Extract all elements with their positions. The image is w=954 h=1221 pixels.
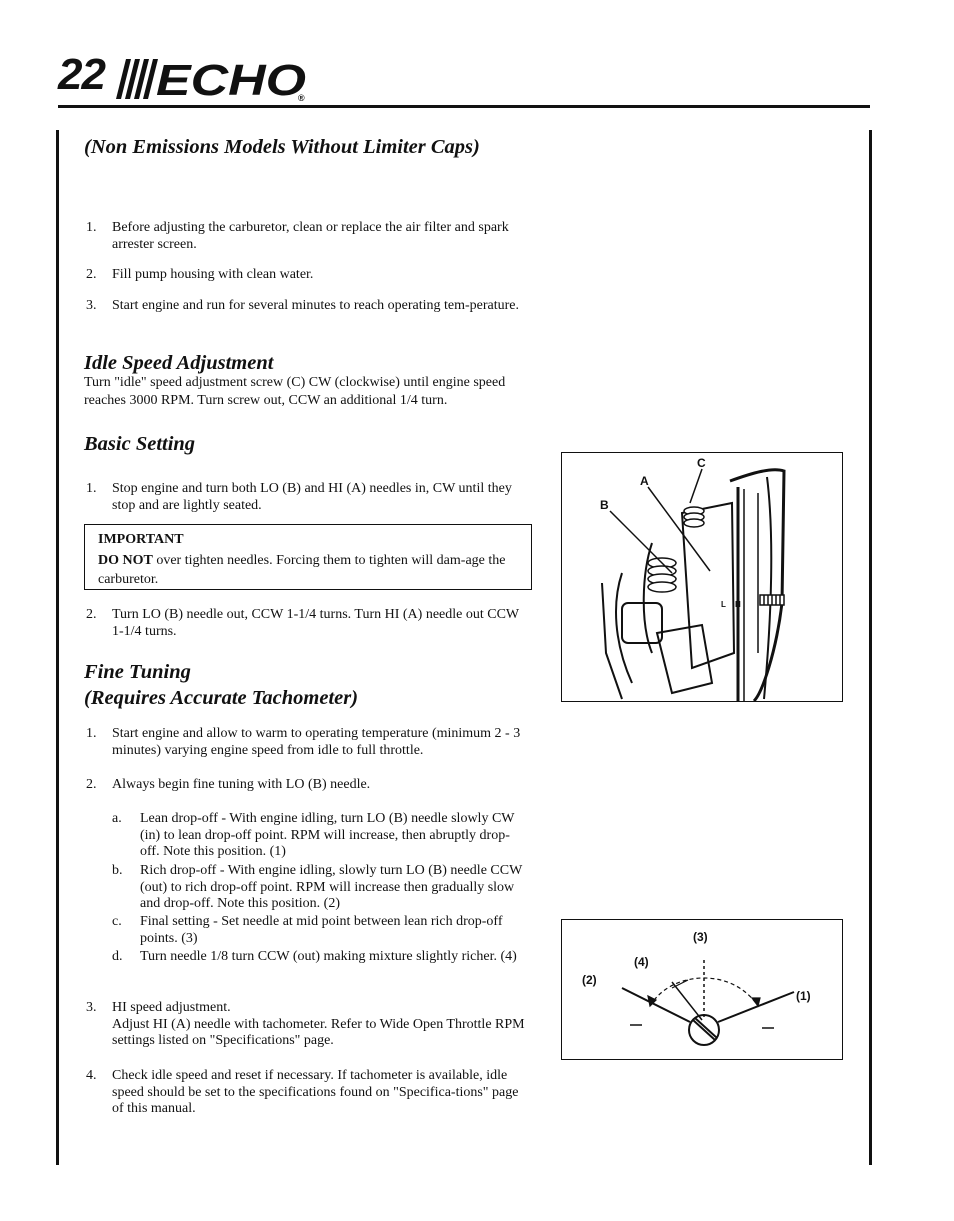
item-number: 1. bbox=[86, 481, 97, 496]
sub-item-text: Final setting - Set needle at mid point between lean rich drop-off points. (3) bbox=[140, 914, 503, 946]
sub-item-text: Lean drop-off - With engine idling, turn LO (B) needle slowly CW (in) to lean drop-off point. RPM will increase, then abruptly drop-off. Note this position. (1) bbox=[140, 811, 515, 859]
label-3: (3) bbox=[693, 930, 708, 944]
sub-item bbox=[112, 863, 527, 913]
sub-item-text: Turn needle 1/8 turn CCW (out) making mixture slightly richer. (4) bbox=[140, 949, 517, 964]
list-item bbox=[86, 220, 526, 253]
important-body bbox=[98, 551, 518, 589]
item-text: Start engine and run for several minutes to reach operating tem-perature. bbox=[112, 298, 520, 313]
list-item bbox=[86, 298, 526, 315]
logo-stripes bbox=[116, 59, 158, 99]
registered-mark: ® bbox=[298, 93, 305, 103]
sub-item-letter: d. bbox=[112, 949, 123, 964]
item-text: Always begin fine tuning with LO (B) needle. bbox=[112, 777, 371, 792]
list-item bbox=[86, 1000, 536, 1050]
basic-heading: Basic Setting bbox=[84, 433, 196, 455]
label-1: (1) bbox=[796, 989, 811, 1003]
list-item bbox=[86, 267, 526, 284]
sub-item-letter: b. bbox=[112, 863, 123, 878]
important-emphasis: DO NOT bbox=[98, 553, 153, 568]
label-h: H bbox=[735, 600, 741, 609]
item-number: 4. bbox=[86, 1068, 97, 1083]
item-text: Stop engine and turn both LO (B) and HI (A) needles in, CW until they stop and are lightly seated. bbox=[112, 481, 512, 513]
carburetor-body bbox=[602, 503, 734, 699]
sub-item-text: Rich drop-off - With engine idling, slowly turn LO (B) needle CCW (out) to rich drop-off point. RPM will increase then gradually slow and drop-off. Note this position. (2) bbox=[140, 863, 523, 911]
sub-item-letter: c. bbox=[112, 914, 122, 929]
item-text: Start engine and allow to warm to operating temperature (minimum 2 - 3 minutes) varying engine speed from idle to full throttle. bbox=[112, 726, 521, 758]
fine-heading: Fine Tuning bbox=[84, 661, 191, 683]
sub-item bbox=[112, 811, 527, 861]
header-rule bbox=[58, 105, 870, 108]
left-margin-rule bbox=[56, 130, 59, 1165]
label-4: (4) bbox=[634, 955, 649, 969]
adjusting-screw-h bbox=[760, 595, 784, 605]
important-text: over tighten needles. Forcing them to tighten will dam-age the carburetor. bbox=[98, 553, 506, 587]
sub-item bbox=[112, 949, 527, 966]
carburetor-illustration bbox=[561, 452, 843, 702]
item-number: 1. bbox=[86, 726, 97, 741]
echo-logo bbox=[116, 55, 316, 103]
needle-position-diagram bbox=[561, 919, 843, 1060]
item-number: 2. bbox=[86, 607, 97, 622]
needle-springs bbox=[648, 507, 704, 592]
brand-wordmark: ECHO bbox=[156, 56, 306, 103]
idle-heading: Idle Speed Adjustment bbox=[84, 352, 274, 374]
item-text: Adjust HI (A) needle with tachometer. Refer to Wide Open Throttle RPM settings listed on "Specifications" page. bbox=[112, 1016, 525, 1048]
list-item bbox=[86, 726, 534, 759]
label-b: B bbox=[600, 498, 609, 512]
important-notice bbox=[84, 524, 532, 590]
item-text: Check idle speed and reset if necessary. If tachometer is available, idle speed should be set to the specifications found on "Specifica-tions" page of this manual. bbox=[112, 1068, 519, 1116]
label-l: L bbox=[721, 600, 726, 609]
needle-screw bbox=[689, 1015, 719, 1045]
page-number: 22 bbox=[58, 50, 105, 99]
item-text: Before adjusting the carburetor, clean or replace the air filter and spark arrester screen. bbox=[112, 220, 509, 252]
item-text: Turn LO (B) needle out, CCW 1-1/4 turns. Turn HI (A) needle out CCW 1-1/4 turns. bbox=[112, 607, 519, 639]
item-number: 3. bbox=[86, 298, 97, 313]
item-number: 2. bbox=[86, 777, 97, 792]
idle-text: Turn "idle" speed adjustment screw (C) CW (clockwise) until engine speed reaches 3000 RPM. Turn screw out, CCW an additional 1/4 turn. bbox=[84, 375, 506, 408]
pump-housing bbox=[730, 470, 784, 701]
section-title: (Non Emissions Models Without Limiter Caps) bbox=[84, 136, 480, 158]
label-a: A bbox=[640, 474, 649, 488]
sub-item bbox=[112, 914, 527, 947]
right-margin-rule bbox=[869, 130, 872, 1165]
label-2: (2) bbox=[582, 973, 597, 987]
list-item bbox=[86, 481, 531, 514]
item-number: 3. bbox=[86, 1000, 97, 1015]
list-item bbox=[86, 607, 531, 640]
sub-item-letter: a. bbox=[112, 811, 122, 826]
list-item bbox=[86, 1068, 531, 1118]
item-number: 1. bbox=[86, 220, 97, 235]
label-c: C bbox=[697, 456, 706, 470]
item-text: Fill pump housing with clean water. bbox=[112, 267, 314, 282]
item-number: 2. bbox=[86, 267, 97, 282]
fine-subheading: (Requires Accurate Tachometer) bbox=[84, 687, 359, 709]
item-text: HI speed adjustment. bbox=[112, 1000, 231, 1015]
important-title: IMPORTANT bbox=[98, 532, 184, 547]
list-item bbox=[86, 777, 534, 794]
